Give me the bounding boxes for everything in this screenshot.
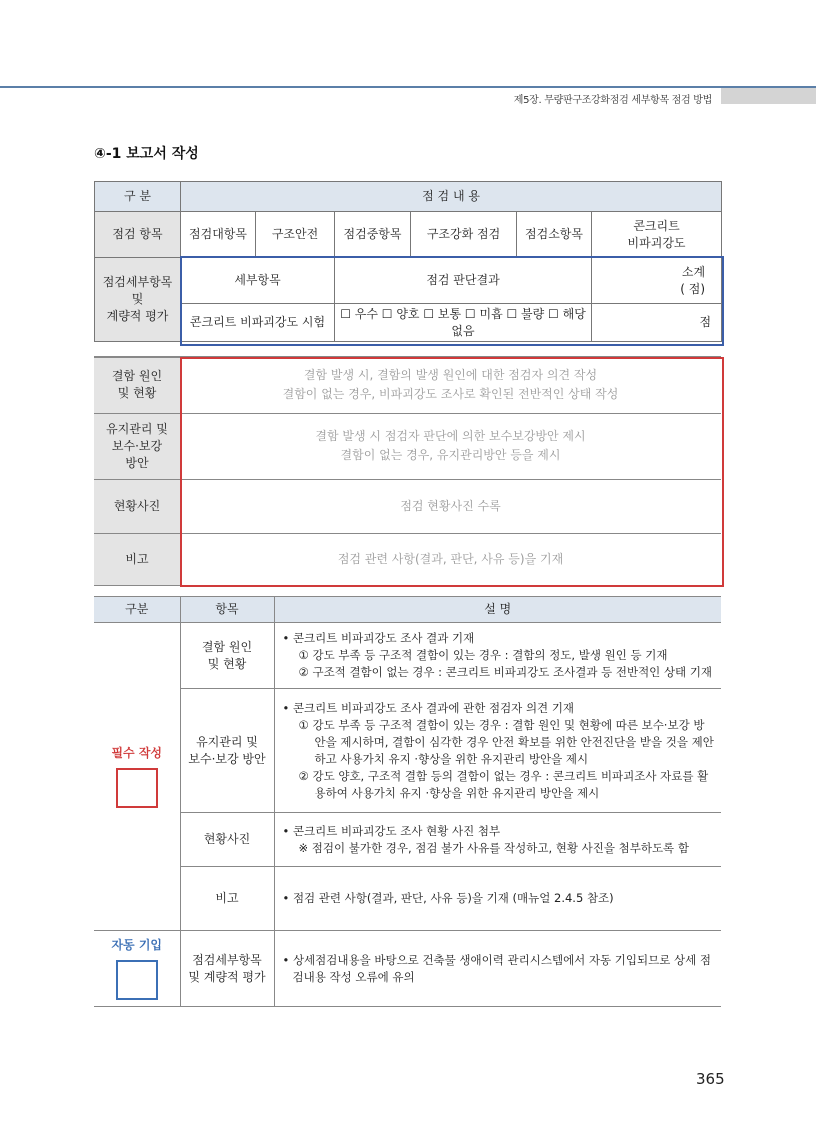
maint-label-c: 방안: [125, 455, 149, 470]
desc-remarks: [274, 867, 721, 931]
head-category: 구분: [94, 597, 180, 623]
maint-hint-b: 결함이 없는 경우, 유지관리방안 등을 제시: [340, 448, 561, 462]
desc-photos: [274, 813, 721, 867]
required-label: 필수 작성: [111, 746, 163, 760]
col-result-head: 점검 판단결과: [335, 258, 592, 304]
desc-defect: [274, 623, 721, 689]
cell-major-value: 구조안전: [256, 212, 335, 258]
subtotal-label: 소계: [681, 264, 706, 279]
photos-field[interactable]: 점검 현황사진 수록: [180, 479, 721, 533]
item-maint-b: 보수·보강 방안: [188, 751, 266, 766]
result-options[interactable]: ☐ 우수 ☐ 양호 ☐ 보통 ☐ 미흡 ☐ 불량 ☐ 해당없음: [335, 304, 592, 342]
detail-label-a: 점검세부항목: [102, 275, 173, 289]
desc-maint-sub1: ① 강도 부족 등 구조적 결함이 있는 경우 : 결함 원인 및 현황에 따른 보수·보강 방안을 제시하며, 결함이 심각한 경우 안전 확보를 위한 안전진단을 받을 것을 제안하고 사용가치 유지 ·향상을 위한 유지관리 방안을 제시: [298, 717, 714, 766]
item-maint-a: 유지관리 및: [196, 734, 258, 749]
required-category: [94, 623, 180, 931]
head-item: 항목: [180, 597, 274, 623]
header-tab: [721, 88, 816, 104]
cell-major-label: 점검대항목: [181, 212, 256, 258]
desc-maintenance: [274, 689, 721, 813]
row-label-detail: [95, 258, 181, 342]
item-detail-eval: [180, 931, 274, 1007]
detail-label-b: 및: [131, 292, 144, 306]
cell-mid-label: 점검중항목: [335, 212, 411, 258]
auto-square-icon: [116, 960, 158, 1000]
item-defect-a: 결함 원인: [201, 639, 253, 654]
label-maintenance: [94, 413, 180, 479]
detail-label-c: 계량적 평가: [106, 309, 169, 323]
header-content: 점 검 내 용: [181, 182, 722, 212]
desc-photos-note: ※ 점검이 불가한 경우, 점검 불가 사유를 작성하고, 현황 사진을 첨부하도록 함: [298, 840, 689, 855]
remarks-field[interactable]: 점검 관련 사항(결과, 판단, 사유 등)을 기재: [180, 533, 721, 585]
label-remarks: 비고: [94, 533, 180, 585]
cell-mid-value: 구조강화 점검: [411, 212, 517, 258]
header-category: 구 분: [95, 182, 181, 212]
desc-defect-sub2: ② 구조적 결함이 없는 경우 : 콘크리트 비파괴강도 조사결과 등 전반적인 상태 기재: [298, 665, 713, 679]
auto-label: 자동 기입: [111, 938, 163, 952]
header-rule: [0, 86, 816, 88]
item-maintenance: [180, 689, 274, 813]
desc-eval-bullet: • 상세점검내용을 바탕으로 건축물 생애이력 관리시스템에서 자동 기입되므로 상세 점검내용 작성 오류에 유의: [282, 952, 711, 984]
maintenance-field[interactable]: [180, 413, 721, 479]
desc-photos-bullet: • 콘크리트 비파괴강도 조사 현황 사진 첨부: [282, 823, 501, 838]
item-defect: [180, 623, 274, 689]
item-defect-b: 및 현황: [207, 656, 247, 671]
desc-maint-sub2: ② 강도 양호, 구조적 결함 등의 결함이 없는 경우 : 콘크리트 비파괴조사 자료를 활용하여 사용가치 유지 ·향상을 위한 유지관리 방안을 제시: [298, 768, 709, 800]
auto-category: [94, 931, 180, 1007]
inspection-table: [94, 181, 722, 342]
subtotal-points: ( 점): [680, 281, 706, 296]
score-cell[interactable]: 점: [592, 304, 722, 342]
desc-defect-sub1: ① 강도 부족 등 구조적 결함이 있는 경우 : 결함의 정도, 발생 원인 등 기재: [298, 648, 668, 662]
report-table: [94, 356, 721, 586]
section-title: ④-1 보고서 작성: [94, 146, 199, 162]
defect-label-b: 및 현황: [117, 386, 157, 401]
head-description: 설 명: [274, 597, 721, 623]
desc-remarks-bullet: • 점검 관련 사항(결과, 판단, 사유 등)을 기재 (매뉴얼 2.4.5 참조): [282, 891, 614, 905]
defect-cause-field[interactable]: [180, 357, 721, 413]
desc-detail-eval: [274, 931, 721, 1007]
item-photos: 현황사진: [180, 813, 274, 867]
explanation-table: [94, 596, 721, 1007]
minor-value-line1: 콘크리트: [633, 218, 680, 233]
label-photos: 현황사진: [94, 479, 180, 533]
maint-hint-a: 결함 발생 시 점검자 판단에 의한 보수보강방안 제시: [315, 429, 586, 443]
defect-hint-b: 결함이 없는 경우, 비파괴강도 조사로 확인된 전반적인 상태 작성: [282, 387, 619, 402]
cell-minor-value: [592, 212, 722, 258]
item-remarks: 비고: [180, 867, 274, 931]
desc-defect-bullet: • 콘크리트 비파괴강도 조사 결과 기재: [282, 631, 475, 645]
minor-value-line2: 비파괴강도: [627, 235, 686, 250]
required-square-icon: [116, 768, 158, 808]
desc-maint-bullet: • 콘크리트 비파괴강도 조사 결과에 관한 점검자 의견 기재: [282, 700, 575, 715]
page-number: 365: [696, 1070, 725, 1088]
chapter-title: 제5장. 무량판구조강화점검 세부항목 점검 방법: [513, 95, 712, 106]
row-label-item: 점검 항목: [95, 212, 181, 258]
maint-label-a: 유지관리 및: [106, 421, 168, 436]
cell-minor-label: 점검소항목: [517, 212, 592, 258]
item-eval-b: 및 계량적 평가: [188, 969, 266, 984]
defect-hint-a: 결함 발생 시, 결함의 발생 원인에 대한 점검자 의견 작성: [303, 368, 598, 383]
detail-value: 콘크리트 비파괴강도 시험: [181, 304, 335, 342]
label-defect-cause: [94, 357, 180, 413]
col-subtotal-head: [592, 258, 722, 304]
defect-label-a: 결함 원인: [111, 369, 163, 384]
col-detail-head: 세부항목: [181, 258, 335, 304]
maint-label-b: 보수·보강: [111, 438, 163, 453]
item-eval-a: 점검세부항목: [192, 952, 262, 967]
